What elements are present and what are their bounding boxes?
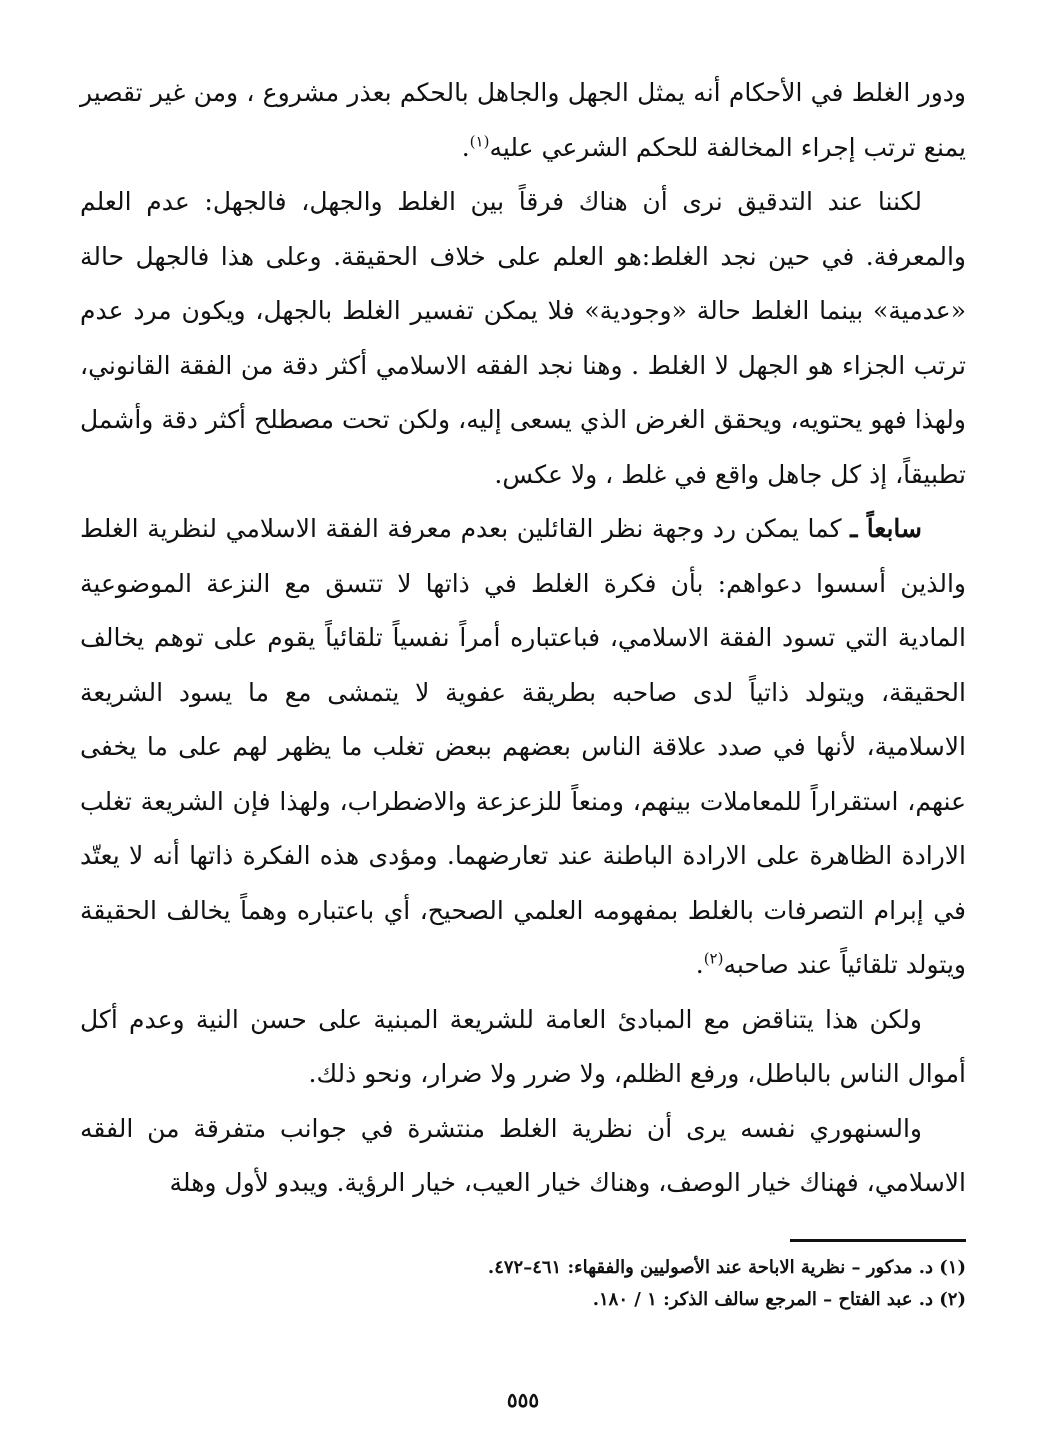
footnote-ref-2[interactable]: (٢) (703, 949, 724, 968)
paragraph-5-text: والسنهوري نفسه يرى أن نظرية الغلط منتشرة في جوانب متفرقة من الفقه الاسلامي، فهناك خيار الوصف، وهناك خيار العيب، خيار الرؤية. ويبدو لأول وهلة (80, 1113, 966, 1197)
paragraph-4-text: ولكن هذا يتناقض مع المبادئ العامة للشريعة المبنية على حسن النية وعدم أكل أموال الناس بالباطل، ورفع الظلم، ولا ضرر ولا ضرار، ونحو ذلك. (80, 1004, 966, 1088)
paragraph-3 (80, 502, 966, 993)
footnote-2: (٢) د. عبد الفتاح – المرجع سالف الذكر: ١ / ١٨٠. (592, 1289, 966, 1310)
paragraph-3-text: كما يمكن رد وجهة نظر القائلين بعدم معرفة الفقة الاسلامي لنظرية الغلط والذين أسسوا دعواهم: بأن فكرة الغلط في ذاتها لا تتسق مع النزعة الموضوعية المادية التي تسود الفقة الاسلامي، فباعتباره أمراً نفسياً تلقائياً يقوم على توهم يخالف الحقيقة، ويتولد ذاتياً لدى صاحبه بطريقة عفوية لا يتمشى مع ما يسود الشريعة الاسلامية، لأنها في صدد علاقة الناس بعضهم ببعض تغلب ما يظهر لهم على ما يخفى عنهم، استقراراً للمعاملات بينهم، ومنعاً للزعزعة والاضطراب، ولهذا فإن الشريعة تغلب الارادة الظاهرة على الارادة الباطنة عند تعارضهما. ومؤدى هذه الفكرة ذاتها أنه لا يعتّد في إبرام التصرفات بالغلط بمفهومه العلمي الصحيح، أي باعتباره وهماً يخالف الحقيقة ويتولد تلقائياً عند صاحبه (80, 514, 966, 979)
paragraph-3-heading: سابعاً ـ (850, 514, 922, 543)
footnote-separator (790, 1239, 966, 1242)
footnote-1: (١) د. مدكور – نظرية الاباحة عند الأصوليين والفقهاء: ٤٦١–٤٧٢. (487, 1257, 966, 1278)
paragraph-2 (80, 175, 966, 502)
paragraph-1 (80, 66, 966, 175)
page-number: ٥٥٥ (506, 1388, 540, 1412)
paragraph-5 (80, 1102, 966, 1211)
footnotes (80, 1252, 966, 1316)
paragraph-4 (80, 993, 966, 1102)
footnote-ref-1[interactable]: (١) (469, 132, 490, 151)
body-text (80, 66, 966, 1211)
paragraph-3-end: . (695, 950, 704, 979)
paragraph-1-text: ودور الغلط في الأحكام أنه يمثل الجهل والجاهل بالحكم بعذر مشروع ، ومن غير تقصير يمنع ترتب إجراء المخالفة للحكم الشرعي عليه (80, 78, 966, 162)
paragraph-1-end: . (461, 132, 470, 162)
paragraph-2-text: لكننا عند التدقيق نرى أن هناك فرقاً بين الغلط والجهل، فالجهل: عدم العلم والمعرفة. في حين نجد الغلط:هو العلم على خلاف الحقيقة. وعلى هذا فالجهل حالة «عدمية» بينما الغلط حالة «وجودية» فلا يمكن تفسير الغلط بالجهل، ويكون مرد عدم ترتب الجزاء هو الجهل لا الغلط . وهنا نجد الفقه الاسلامي أكثر دقة من الفقة القانوني، ولهذا فهو يحتويه، ويحقق الغرض الذي يسعى إليه، ولكن تحت مصطلح أكثر دقة وأشمل تطبيقاً، إذ كل جاهل واقع في غلط ، ولا عكس. (80, 187, 966, 489)
